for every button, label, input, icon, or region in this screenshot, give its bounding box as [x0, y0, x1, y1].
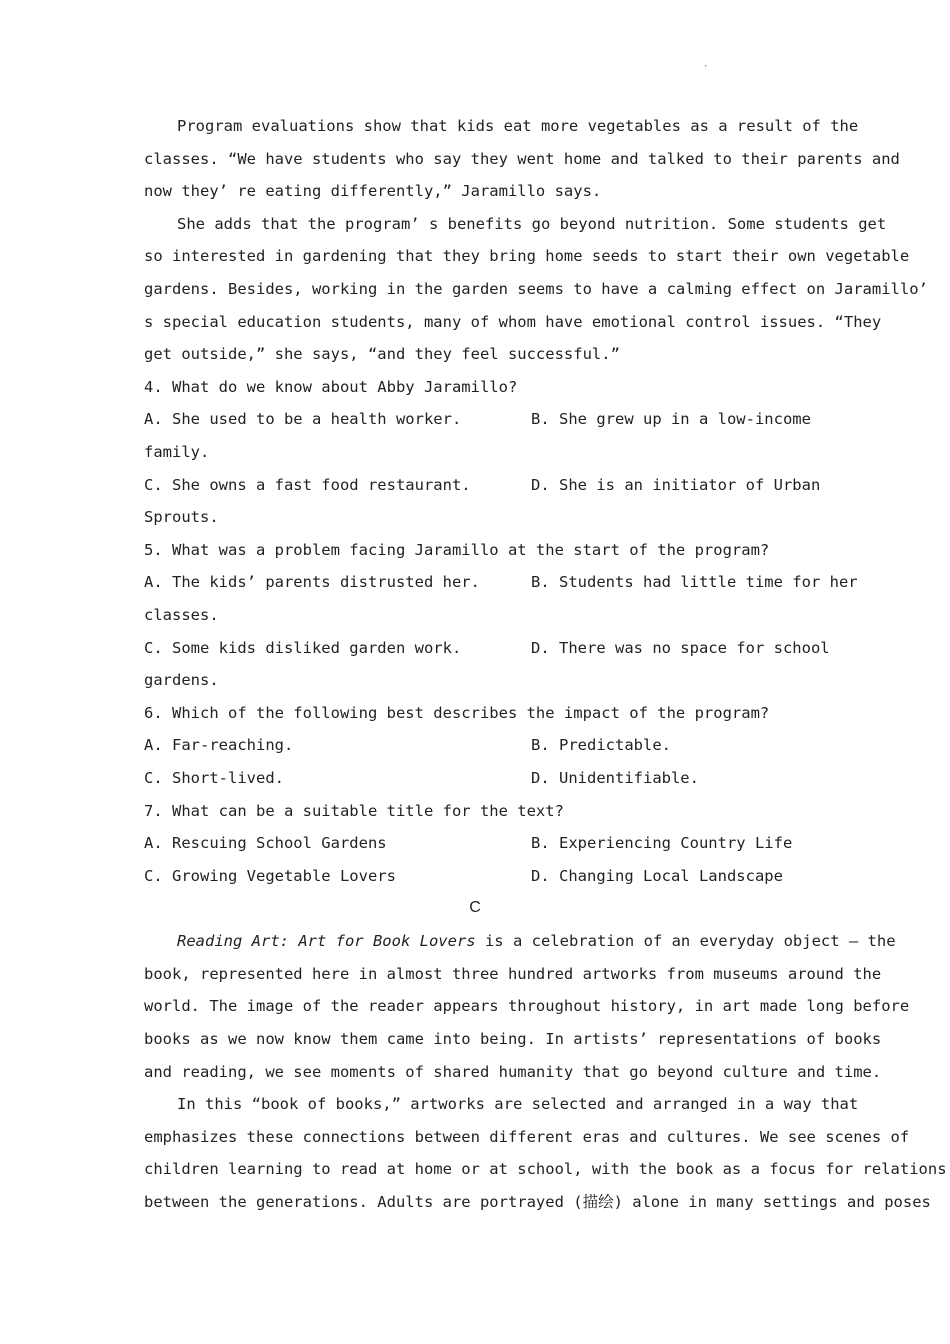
passage-b-p2-line-4: s special education students, many of whom have emotional control issues. “They — [144, 313, 882, 331]
section-c-p2-line-3: children learning to read at home or at school, with the book as a focus for relations — [144, 1160, 947, 1178]
question-4-row-1 — [144, 403, 811, 435]
question-7-row-2 — [144, 860, 806, 892]
question-6-row-2 — [144, 762, 806, 794]
question-7-stem: 7. What can be a suitable title for the text? — [144, 802, 564, 820]
question-5-option-a: A. The kids’ parents distrusted her. — [144, 573, 480, 591]
question-7-row-1 — [144, 827, 806, 859]
section-c-p1-line-2: book, represented here in almost three hundred artworks from museums around the — [144, 965, 882, 983]
section-c-p1-line-4: books as we now know them came into being. In artists’ representations of books — [144, 1030, 882, 1048]
question-5-row-2 — [144, 632, 830, 664]
section-c-p1-line-3: world. The image of the reader appears throughout history, in art made long before — [144, 997, 910, 1015]
question-7-option-a: A. Rescuing School Gardens — [144, 834, 387, 852]
question-7-option-d: D. Changing Local Landscape — [531, 867, 783, 885]
book-title: Reading Art: Art for Book Lovers — [177, 932, 476, 950]
passage-b-p2-line-5: get outside,” she says, “and they feel successful.” — [144, 345, 620, 363]
passage-b-p2-line-3: gardens. Besides, working in the garden seems to have a calming effect on Jaramillo’ — [144, 280, 928, 298]
question-5-option-b: B. Students had little time for her — [531, 573, 858, 591]
question-5-option-c: C. Some kids disliked garden work. — [144, 639, 462, 657]
question-4-stem: 4. What do we know about Abby Jaramillo? — [144, 378, 518, 396]
question-4-option-c: C. She owns a fast food restaurant. — [144, 476, 471, 494]
question-5-row-1 — [144, 566, 858, 598]
question-5-option-d: D. There was no space for school — [531, 639, 830, 657]
question-4-row-2 — [144, 469, 821, 501]
section-c-p1-line-1-rest: is a celebration of an everyday object — the — [475, 932, 896, 950]
question-4-option-d: D. She is an initiator of Urban — [531, 476, 821, 494]
question-6-option-a: A. Far-reaching. — [144, 736, 294, 754]
question-6-option-c: C. Short-lived. — [144, 769, 284, 787]
question-4-option-d-cont: Sprouts. — [144, 508, 219, 526]
passage-b-p2-line-2: so interested in gardening that they bring home seeds to start their own vegetable — [144, 247, 910, 265]
question-6-row-1 — [144, 729, 806, 761]
question-6-stem: 6. Which of the following best describes the impact of the program? — [144, 704, 770, 722]
question-6-option-d: D. Unidentifiable. — [531, 769, 699, 787]
section-c-p1-line-1 — [177, 925, 896, 957]
passage-b-p1-line-3: now they’ re eating differently,” Jaramillo says. — [144, 182, 602, 200]
question-5-option-b-cont: classes. — [144, 606, 219, 624]
section-c-p2-line-2: emphasizes these connections between different eras and cultures. We see scenes of — [144, 1128, 910, 1146]
passage-b-p1-line-2: classes. “We have students who say they went home and talked to their parents and — [144, 150, 900, 168]
question-5-stem: 5. What was a problem facing Jaramillo at the start of the program? — [144, 541, 770, 559]
question-4-option-b: B. She grew up in a low-income — [531, 410, 811, 428]
passage-b-p1-line-1: Program evaluations show that kids eat more vegetables as a result of the — [177, 117, 859, 135]
question-4-option-a: A. She used to be a health worker. — [144, 410, 462, 428]
section-c-p2-line-4: between the generations. Adults are portrayed (描绘) alone in many settings and poses — [144, 1193, 931, 1211]
question-6-option-b: B. Predictable. — [531, 736, 671, 754]
section-c-p1-line-5: and reading, we see moments of shared humanity that go beyond culture and time. — [144, 1063, 882, 1081]
question-7-option-c: C. Growing Vegetable Lovers — [144, 867, 396, 885]
section-c-p2-line-1: In this “book of books,” artworks are selected and arranged in a way that — [177, 1095, 859, 1113]
question-5-option-d-cont: gardens. — [144, 671, 219, 689]
question-4-option-b-cont: family. — [144, 443, 210, 461]
passage-b-p2-line-1: She adds that the program’ s benefits go beyond nutrition. Some students get — [177, 215, 887, 233]
question-7-option-b: B. Experiencing Country Life — [531, 834, 793, 852]
page-mark: · — [703, 62, 709, 72]
section-c-heading: C — [469, 899, 481, 916]
